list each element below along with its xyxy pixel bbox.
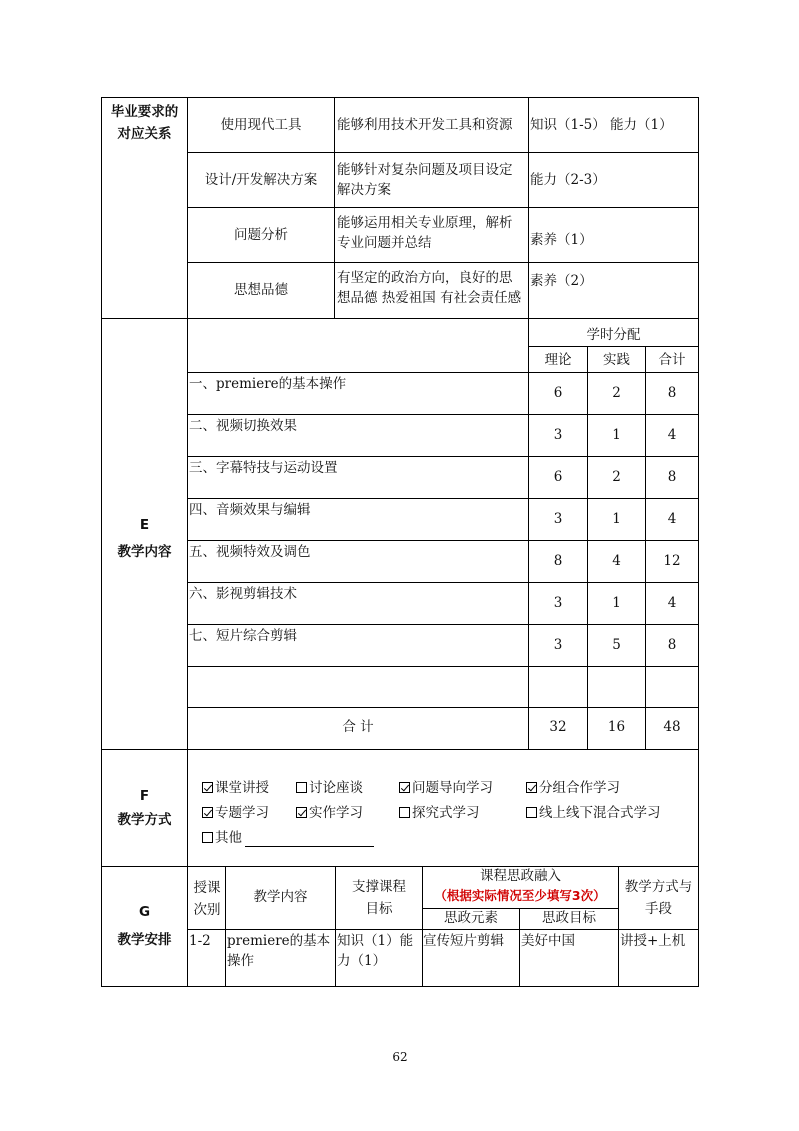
content-topic: 六、影视剪辑技术 (189, 586, 297, 602)
method-label: 探究式学习 (412, 805, 480, 821)
section-label-content: 教学内容 (117, 544, 172, 560)
content-topic: 一、premiere的基本操作 (189, 376, 347, 392)
grad-map: 素养（1） (530, 232, 593, 248)
method-option-problem-based[interactable] (399, 778, 493, 798)
schedule-target: 美好中国 (521, 933, 575, 949)
grad-req: 问题分析 (234, 227, 288, 243)
sum-label: 合 计 (342, 719, 374, 735)
header-target: 思政目标 (542, 910, 596, 926)
schedule-element: 宣传短片剪辑 (423, 933, 504, 949)
section-label-schedule: 教学安排 (117, 932, 172, 948)
method-option-blended[interactable] (526, 803, 661, 823)
checkbox-unchecked-icon[interactable] (202, 832, 213, 843)
grad-desc: 能够利用技术开发工具和资源 (337, 117, 513, 133)
grad-req: 思想品德 (234, 282, 288, 298)
method-option-group[interactable] (526, 778, 620, 798)
content-theory: 6 (553, 385, 563, 401)
method-label: 实作学习 (309, 805, 363, 821)
content-practice: 2 (612, 385, 621, 401)
method-option-other[interactable] (202, 828, 242, 848)
checkbox-checked-icon[interactable] (399, 782, 410, 793)
method-label: 专题学习 (215, 805, 269, 821)
content-total: 8 (667, 385, 677, 401)
checkbox-checked-icon[interactable] (202, 807, 213, 818)
schedule-method: 讲授+上机 (620, 933, 686, 949)
sum-practice: 16 (607, 719, 626, 735)
sum-total: 48 (663, 719, 681, 735)
grad-desc: 能够针对复杂问题及项目设定解决方案 (337, 162, 513, 198)
content-practice: 1 (612, 595, 621, 611)
header-goal: 支撑课程目标 (352, 879, 406, 917)
content-practice: 1 (612, 511, 621, 527)
method-label: 讨论座谈 (309, 780, 363, 796)
content-theory: 3 (553, 595, 563, 611)
header-content: 教学内容 (253, 889, 308, 905)
method-option-lecture[interactable] (202, 778, 269, 798)
header-element: 思政元素 (444, 910, 498, 926)
method-label: 问题导向学习 (412, 780, 493, 796)
method-option-inquiry[interactable] (399, 803, 480, 823)
header-ideo: 课程思政融入 (480, 868, 561, 884)
section-letter-f: F (139, 788, 150, 804)
section-label-methods: 教学方式 (117, 812, 172, 828)
hours-header: 学时分配 (586, 327, 641, 343)
grad-desc: 有坚定的政治方向，良好的思想品德 热爱祖国 有社会责任感 (337, 270, 522, 306)
schedule-session: 1-2 (189, 933, 211, 949)
method-label: 课堂讲授 (215, 780, 269, 796)
col-total-header: 合计 (658, 352, 686, 368)
header-ideo-note: （根据实际情况至少填写3次） (434, 888, 606, 903)
section-letter-e: E (139, 517, 150, 533)
grad-req: 使用现代工具 (220, 117, 302, 133)
schedule-goal: 知识（1）能力（1） (337, 933, 414, 969)
grad-map: 知识（1-5） 能力（1） (530, 117, 673, 133)
col-theory-header: 理论 (544, 352, 572, 368)
checkbox-unchecked-icon[interactable] (296, 782, 307, 793)
grad-req: 设计/开发解决方案 (204, 172, 318, 188)
content-total: 8 (667, 637, 677, 653)
content-total: 4 (667, 511, 677, 527)
grad-desc: 能够运用相关专业原理，解析专业问题并总结 (337, 215, 513, 251)
grad-map: 能力（2-3） (530, 172, 606, 188)
content-total: 4 (667, 427, 677, 443)
method-option-topic[interactable] (202, 803, 269, 823)
content-total: 4 (667, 595, 677, 611)
method-label: 分组合作学习 (539, 780, 620, 796)
method-option-discussion[interactable] (296, 778, 363, 798)
grad-section-label: 毕业要求的对应关系 (110, 104, 179, 142)
col-practice-header: 实践 (603, 352, 630, 368)
method-option-practice[interactable] (296, 803, 363, 823)
content-practice: 2 (612, 469, 621, 485)
method-label: 线上线下混合式学习 (539, 805, 661, 821)
checkbox-checked-icon[interactable] (526, 782, 537, 793)
content-practice: 4 (612, 553, 621, 569)
content-theory: 8 (553, 553, 563, 569)
content-total: 12 (663, 553, 681, 569)
checkbox-checked-icon[interactable] (202, 782, 213, 793)
page-number: 62 (392, 1050, 408, 1064)
checkbox-checked-icon[interactable] (296, 807, 307, 818)
content-theory: 3 (553, 511, 563, 527)
content-topic: 二、视频切换效果 (189, 418, 297, 434)
content-theory: 6 (553, 469, 563, 485)
content-practice: 1 (612, 427, 621, 443)
grad-map: 素养（2） (530, 273, 593, 289)
content-theory: 3 (553, 637, 563, 653)
checkbox-unchecked-icon[interactable] (526, 807, 537, 818)
header-method: 教学方式与手段 (624, 879, 693, 917)
content-theory: 3 (553, 427, 563, 443)
checkbox-unchecked-icon[interactable] (399, 807, 410, 818)
sum-theory: 32 (549, 719, 567, 735)
content-topic: 七、短片综合剪辑 (189, 628, 297, 644)
content-topic: 三、字幕特技与运动设置 (189, 460, 338, 476)
header-session: 授课次别 (193, 880, 221, 918)
method-label: 其他 (215, 830, 242, 846)
section-letter-g: G (138, 904, 151, 920)
other-blank-line[interactable] (245, 846, 374, 847)
content-topic: 四、音频效果与编辑 (189, 502, 311, 518)
schedule-content: premiere的基本操作 (227, 933, 331, 969)
content-topic: 五、视频特效及调色 (189, 544, 311, 560)
content-practice: 5 (612, 637, 621, 653)
content-total: 8 (667, 469, 677, 485)
